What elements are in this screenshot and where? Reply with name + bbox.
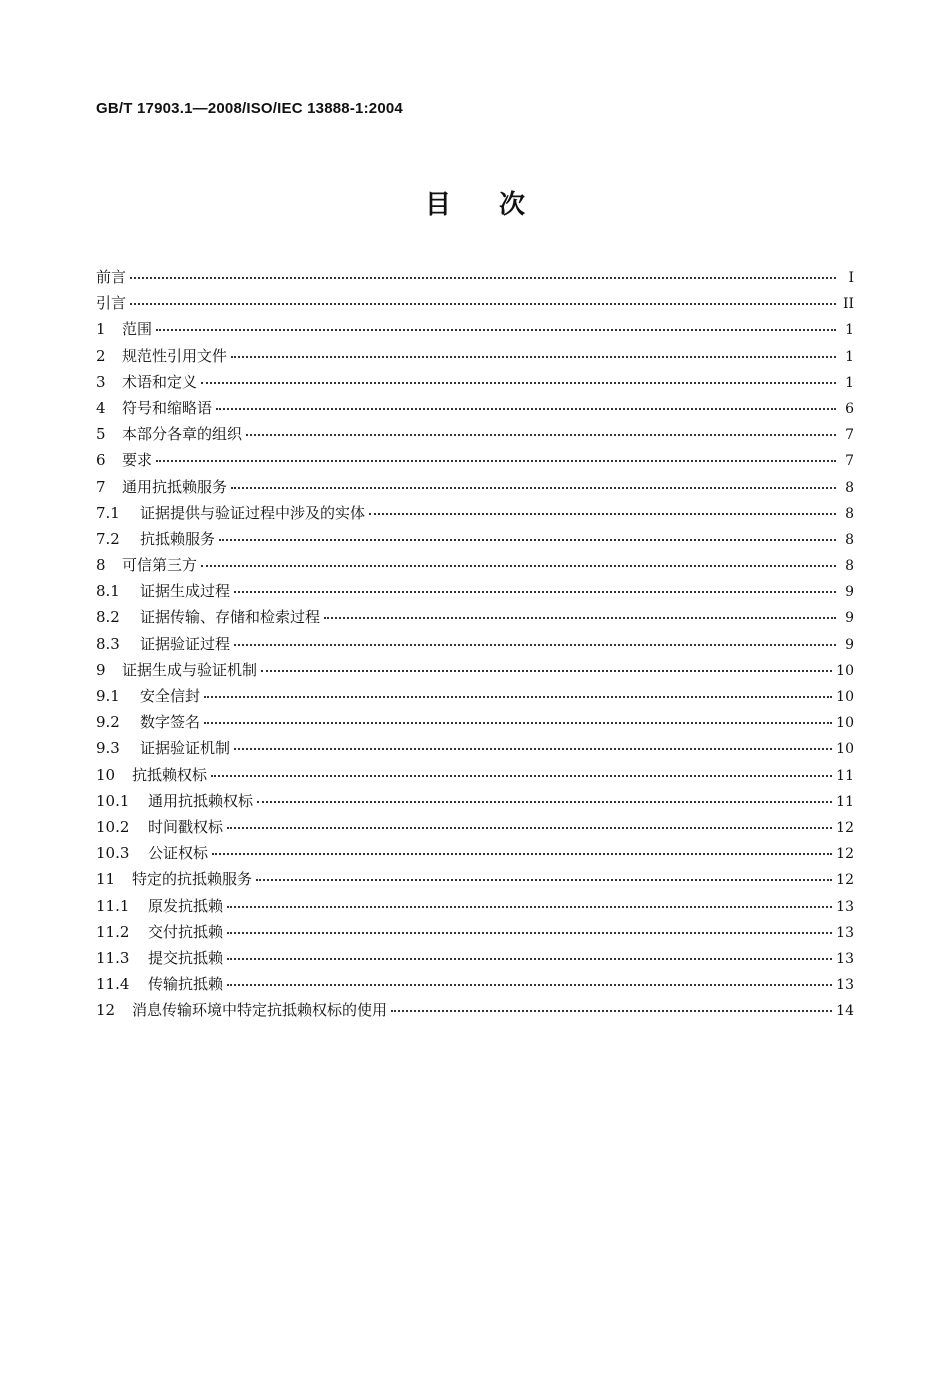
toc-entry[interactable] [96,345,854,371]
dot-leader [156,460,836,462]
toc-entry[interactable] [96,711,854,737]
toc-entry[interactable] [96,449,854,475]
toc-entry-title: 抗抵赖权标 [132,765,208,784]
toc-entry-page: 10 [836,662,854,679]
toc-entry-title: 证据验证机制 [140,739,231,758]
dot-leader [256,879,832,881]
toc-entry-title: 消息传输环境中特定抗抵赖权标的使用 [132,1001,388,1020]
dot-leader [204,722,832,724]
dot-leader [324,617,836,619]
dot-leader [227,932,832,934]
dot-leader [234,644,836,646]
toc-entry-page: 13 [836,950,854,967]
dot-leader [227,906,832,908]
toc-entry[interactable] [96,737,854,763]
toc-entry-page: 13 [836,977,854,994]
toc-entry[interactable] [96,476,854,502]
dot-leader [231,487,836,489]
toc-entry-title: 要求 [122,451,153,470]
dot-leader [227,827,832,829]
dot-leader [204,696,832,698]
toc-entry[interactable] [96,816,854,842]
dot-leader [156,329,836,331]
toc-entry[interactable] [96,292,854,318]
toc-entry-number: 10 [96,765,116,784]
toc-entry-number: 9 [96,660,106,679]
dot-leader [234,591,836,593]
toc-entry-number: 9.3 [96,739,120,758]
dot-leader [201,565,836,567]
toc-entry-page: 12 [836,819,854,836]
toc-entry-number: 7.2 [96,529,120,548]
toc-entry-page: 8 [845,505,854,522]
toc-entry-number: 9.2 [96,713,120,732]
toc-entry-number: 8 [96,556,106,575]
toc-entry-page: 10 [836,715,854,732]
toc-entry-page: 9 [845,584,854,601]
toc-entry-page: 10 [836,689,854,705]
toc-entry-title: 传输抗抵赖 [148,975,224,994]
toc-entry-page: 12 [836,846,854,863]
toc-entry-page: 8 [845,479,854,496]
toc-entry-title: 通用抗抵赖权标 [148,791,254,810]
toc-entry-page: 9 [845,610,854,627]
toc-entry-number: 3 [96,372,106,391]
toc-entry[interactable] [96,554,854,580]
dot-leader [231,356,836,358]
toc-entry[interactable] [96,397,854,423]
toc-entry[interactable] [96,266,854,292]
toc-entry[interactable] [96,790,854,816]
toc-entry-title: 证据验证过程 [140,634,231,653]
toc-entry-page: 6 [845,400,854,417]
dot-leader [130,303,836,305]
toc-entry-page: 11 [836,767,854,784]
toc-entry-title: 证据传输、存储和检索过程 [140,608,321,627]
toc-entry-number: 7.1 [96,503,120,522]
toc-entry-title: 通用抗抵赖服务 [122,477,228,496]
toc-entry[interactable] [96,606,854,632]
toc-entry-title: 原发抗抵赖 [148,896,224,915]
toc-entry-page: 14 [836,1003,854,1020]
toc-entry-page: 13 [836,898,854,915]
toc-entry-title: 时间戳权标 [148,817,224,836]
dot-leader [130,277,836,279]
toc-entry-page: 11 [836,793,854,810]
toc-entry[interactable] [96,633,854,659]
toc-entry-page: 12 [836,872,854,889]
dot-leader [234,748,832,750]
toc-entry[interactable] [96,921,854,947]
toc-entry-page: 9 [845,636,854,653]
toc-entry[interactable] [96,947,854,973]
toc-entry[interactable] [96,423,854,449]
toc-entry[interactable] [96,502,854,528]
toc-entry-number: 6 [96,451,106,470]
toc-entry-number: 1 [96,320,106,339]
toc-entry-title: 特定的抗抵赖服务 [132,870,253,889]
toc-title: 目次 [424,190,573,220]
toc-entry[interactable] [96,764,854,790]
standard-number: GB/T 17903.1—2008/ISO/IEC 13888-1:2004 [96,100,403,117]
toc-entry-page: I [848,270,854,286]
toc-entry-page: 1 [845,374,854,391]
toc-entry-title: 抗抵赖服务 [140,529,216,548]
toc-entry-title: 本部分各章的组织 [122,425,243,444]
toc-entry-title: 证据生成过程 [140,582,231,601]
toc-entry-number: 7 [96,477,106,496]
toc-entry-number: 11.1 [96,896,130,915]
toc-entry-number: 5 [96,425,106,444]
dot-leader [216,408,836,410]
toc-entry-title: 交付抗抵赖 [148,922,224,941]
toc-entry[interactable] [96,528,854,554]
toc-entry[interactable] [96,371,854,397]
toc-entry-page: 13 [836,924,854,941]
dot-leader [201,382,836,384]
toc-entry-page: 8 [845,531,854,548]
toc-entry[interactable] [96,973,854,999]
toc-entry-title: 证据提供与验证过程中涉及的实体 [140,503,366,522]
toc-entry[interactable] [96,868,854,894]
toc-entry-number: 11.2 [96,922,130,941]
dot-leader [261,670,832,672]
toc-entry-title: 安全信封 [140,687,201,705]
toc-entry-number: 2 [96,346,106,365]
toc-entry[interactable] [96,318,854,344]
table-of-contents [96,266,854,1025]
toc-entry-number: 9.1 [96,687,120,705]
dot-leader [257,801,832,803]
toc-entry-title: 范围 [122,320,153,339]
dot-leader [219,539,836,541]
dot-leader [211,775,832,777]
dot-leader [227,984,832,986]
toc-entry-page: 7 [845,453,854,470]
dot-leader [212,853,832,855]
toc-entry-title: 规范性引用文件 [122,346,228,365]
dot-leader [246,434,836,436]
toc-entry-title: 数字签名 [140,713,201,732]
toc-entry-number: 11 [96,870,116,889]
toc-entry-number: 8.1 [96,582,120,601]
toc-entry-number: 10.1 [96,791,130,810]
toc-entry-number: 8.3 [96,634,120,653]
toc-entry-number: 11.3 [96,948,130,967]
toc-entry[interactable] [96,895,854,921]
toc-entry-title: 引言 [96,294,127,313]
dot-leader [369,513,836,515]
toc-entry-number: 10.3 [96,844,130,863]
toc-entry-number: 10.2 [96,817,130,836]
toc-entry-number: 4 [96,398,106,417]
toc-entry[interactable] [96,999,854,1025]
toc-entry-page: II [842,296,854,313]
toc-entry[interactable] [96,685,854,711]
toc-entry[interactable] [96,580,854,606]
toc-entry[interactable] [96,659,854,685]
toc-entry-title: 提交抗抵赖 [148,948,224,967]
toc-entry-page: 1 [845,348,854,365]
toc-entry-title: 术语和定义 [122,372,198,391]
toc-entry-title: 可信第三方 [122,556,198,575]
toc-entry-number: 11.4 [96,975,130,994]
toc-entry-title: 公证权标 [148,844,209,863]
toc-entry-page: 10 [836,741,854,758]
toc-entry-title: 前言 [96,268,127,286]
toc-entry-number: 8.2 [96,608,120,627]
toc-entry-title: 符号和缩略语 [122,398,213,417]
dot-leader [391,1010,832,1012]
dot-leader [227,958,832,960]
toc-entry-number: 12 [96,1001,116,1020]
toc-entry[interactable] [96,842,854,868]
toc-entry-page: 7 [845,427,854,444]
toc-entry-title: 证据生成与验证机制 [122,660,258,679]
toc-entry-page: 1 [845,322,854,339]
toc-entry-page: 8 [845,558,854,575]
